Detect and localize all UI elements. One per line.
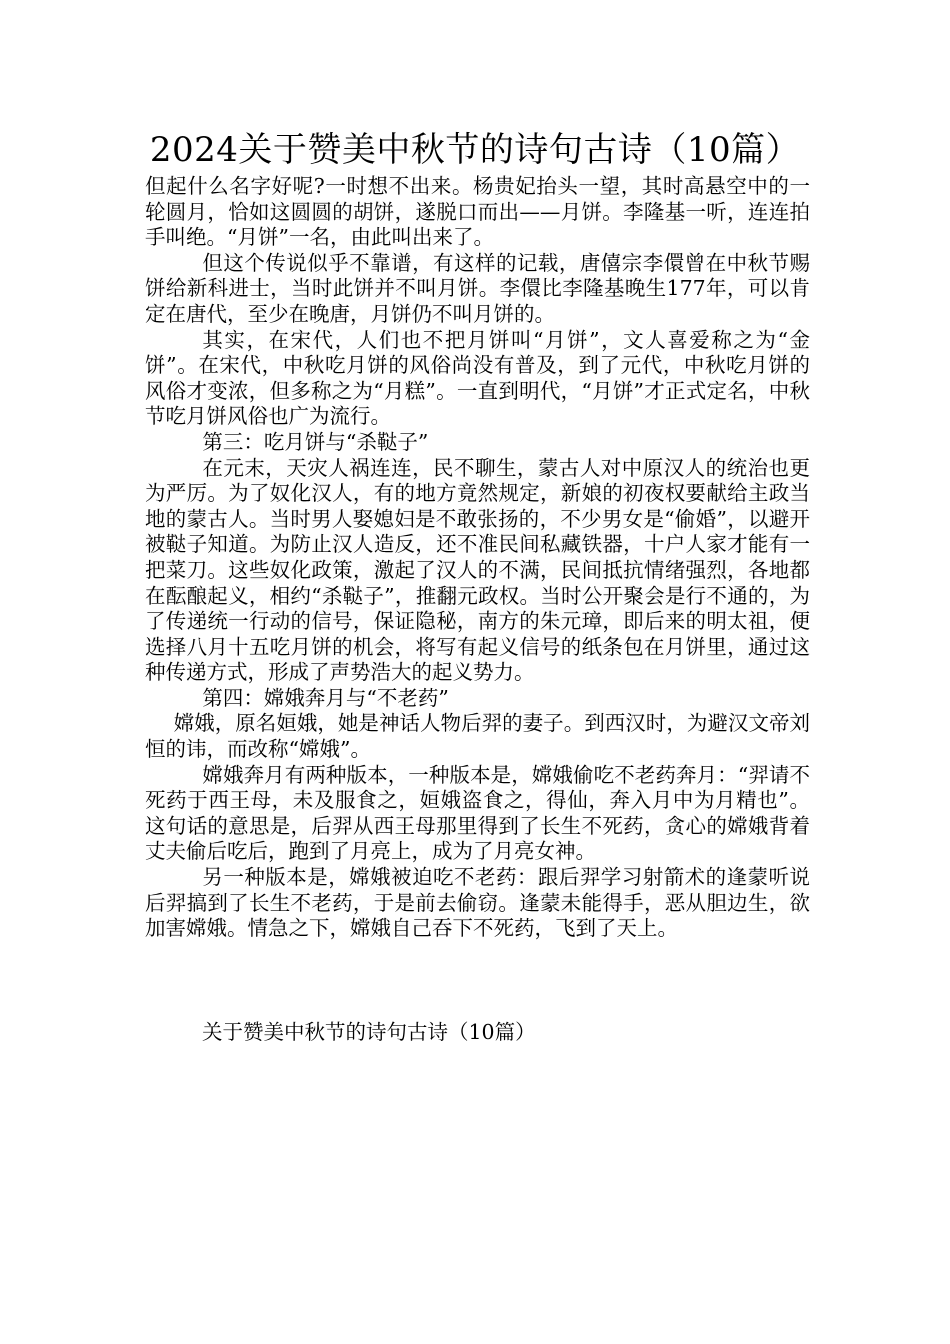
paragraph-4: 在元末，天灾人祸连连，民不聊生，蒙古人对中原汉人的统治也更为严厉。为了奴化汉人，有的地方竟然规定，新娘的初夜权要献给主政当地的蒙古人。当时男人娶媳妇是不敢张扬的，不少男女是“偷婚”，以避开被鞑子知道。为防止汉人造反，还不准民间私藏铁器，十户人家才能有一把菜刀。这些奴化政策，激起了汉人的不满，民间抵抗情绪强烈，各地都在酝酿起义，相约“杀鞑子”，推翻元政权。当时公开聚会是行不通的，为了传递统一行动的信号，保证隐秘，南方的朱元璋，即后来的明太祖，便选择八月十五吃月饼的机会，将写有起义信号的纸条包在月饼里，通过这种传递方式，形成了声势浩大的起义势力。: [145, 455, 810, 685]
paragraph-7: 另一种版本是，嫦娥被迫吃不老药：跟后羿学习射箭术的逢蒙听说后羿搞到了长生不老药，于是前去偷窃。逢蒙未能得手，恶从胆边生，欲加害嫦娥。情急之下，嫦娥自己吞下不死药，飞到了天上。: [145, 865, 810, 941]
document-body: [145, 174, 810, 942]
paragraph-2: 但这个传说似乎不靠谱，有这样的记载，唐僖宗李儇曾在中秋节赐饼给新科进士，当时此饼并不叫月饼。李儇比李隆基晚生177年，可以肯定在唐代，至少在晚唐，月饼仍不叫月饼的。: [145, 250, 810, 326]
section-heading-4: 第四：嫦娥奔月与“不老药”: [202, 685, 449, 710]
paragraph-6: 嫦娥奔月有两种版本，一种版本是，嫦娥偷吃不老药奔月：“羿请不死药于西王母，未及服食之，姮娥盗食之，得仙，奔入月中为月精也”。这句话的意思是，后羿从西王母那里得到了长生不死药，贪心的嫦娥背着丈夫偷后吃后，跑到了月亮上，成为了月亮女神。: [145, 762, 810, 864]
document-title: 2024关于赞美中秋节的诗句古诗（10篇）: [149, 130, 801, 170]
section-heading-3: 第三：吃月饼与“杀鞑子”: [202, 429, 429, 454]
document-footer-title: 关于赞美中秋节的诗句古诗（10篇）: [202, 1020, 536, 1044]
paragraph-3: 其实，在宋代，人们也不把月饼叫“月饼”，文人喜爱称之为“金饼”。在宋代，中秋吃月饼的风俗尚没有普及，到了元代，中秋吃月饼的风俗才变浓，但多称之为“月糕”。一直到明代，“月饼”才正式定名，中秋节吃月饼风俗也广为流行。: [145, 327, 810, 429]
paragraph-5: 嫦娥，原名姮娥，她是神话人物后羿的妻子。到西汉时，为避汉文帝刘恒的讳，而改称“嫦娥”。: [145, 711, 810, 762]
paragraph-1: 但起什么名字好呢?一时想不出来。杨贵妃抬头一望，其时高悬空中的一轮圆月，恰如这圆圆的胡饼，遂脱口而出——月饼。李隆基一听，连连拍手叫绝。“月饼”一名，由此叫出来了。: [145, 174, 810, 250]
